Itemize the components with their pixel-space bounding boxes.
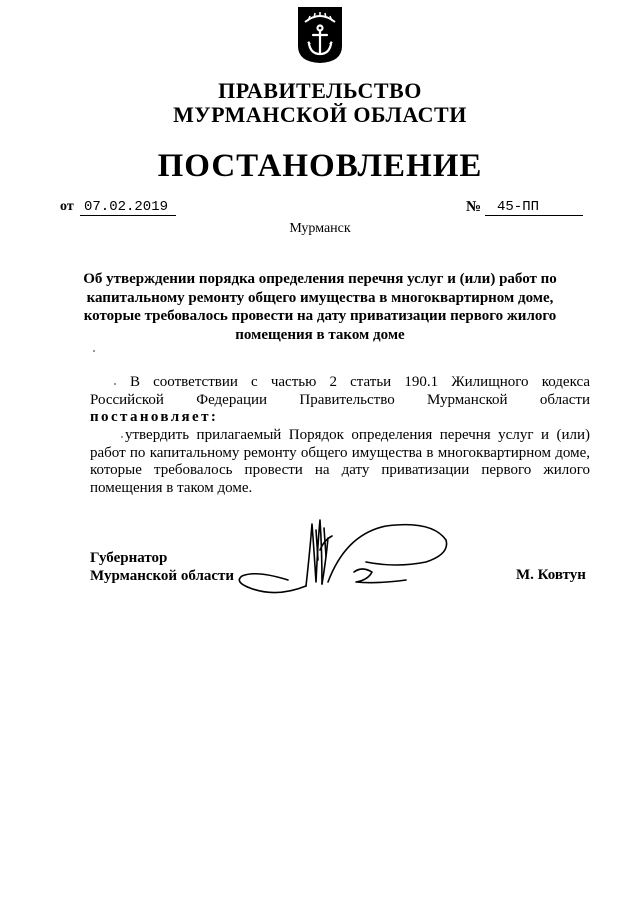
signatory-title-line2: Мурманской области	[90, 567, 235, 584]
operative-paragraph: утвердить прилагаемый Порядок определения перечня услуг и (или) работ по капитальному ремонту общего имущества в многоквартирном доме, которые требовалось провести на дату приватизации первого жилого помещения в таком доме.	[90, 427, 590, 496]
signatory-name: М. Ковтун	[516, 567, 586, 583]
murmansk-coat-of-arms-icon	[297, 6, 343, 64]
government-title-line2: МУРМАНСКОЙ ОБЛАСТИ	[173, 102, 467, 127]
government-title-line1: ПРАВИТЕЛЬСТВО	[218, 78, 422, 103]
date-value: 07.02.2019	[80, 199, 176, 216]
document-type-title: ПОСТАНОВЛЕНИЕ	[157, 148, 483, 184]
preamble-paragraph: В соответствии с частью 2 статьи 190.1 Жилищного кодекса Российской Федерации Правительство Мурманской области	[90, 374, 590, 408]
document-subject: Об утверждении порядка определения перечня услуг и (или) работ по капитальному ремонту общего имущества в многоквартирном доме, которые требовалось провести на дату приватизации первого жилого помещения в таком доме	[83, 271, 557, 343]
date-label: от	[60, 199, 74, 214]
scan-speck	[114, 383, 116, 385]
decrees-keyword: постановляет:	[90, 409, 219, 425]
scan-speck	[121, 436, 123, 438]
number-value: 45-ПП	[485, 199, 583, 216]
handwritten-signature	[236, 510, 466, 602]
city-label: Мурманск	[289, 221, 351, 236]
signatory-title	[90, 550, 234, 585]
signatory-title-line1: Губернатор	[90, 550, 168, 566]
number-label: №	[466, 199, 482, 215]
scan-speck	[93, 350, 95, 352]
